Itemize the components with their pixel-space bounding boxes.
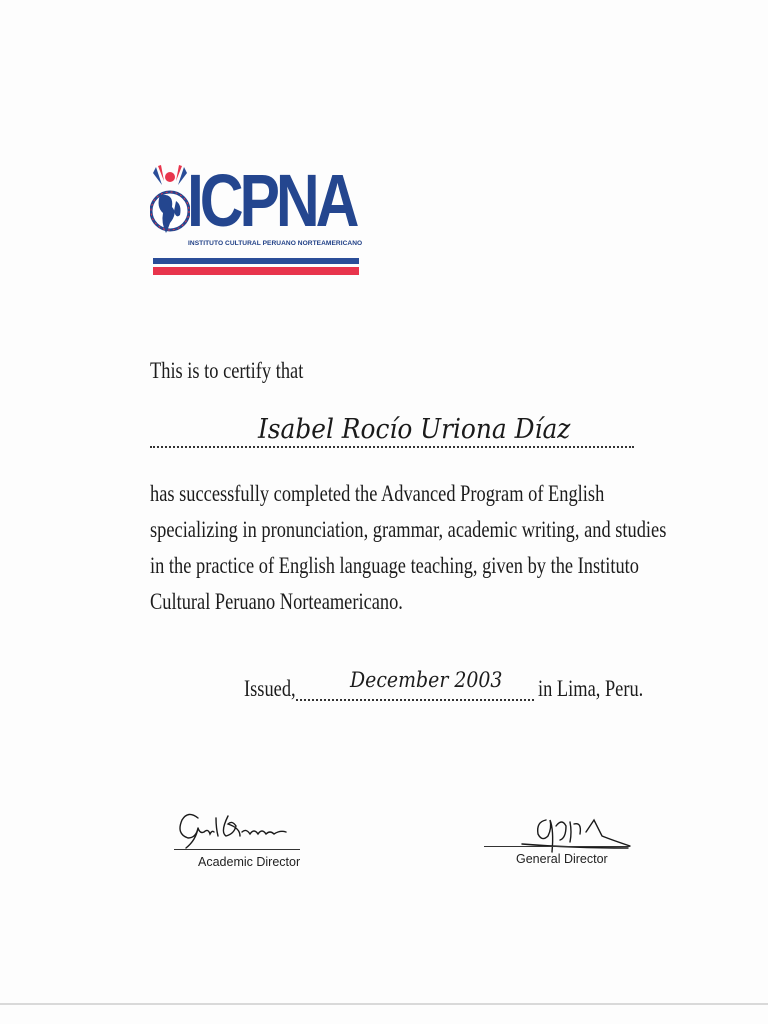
logo-subtitle: INSTITUTO CULTURAL PERUANO NORTEAMERICANO [188, 240, 363, 247]
name-dotted-line [150, 446, 634, 448]
issued-place: in Lima, Peru. [538, 676, 644, 701]
body-line: has successfully completed the Advanced Program of English [150, 481, 605, 506]
logo-blue-stripe [153, 258, 359, 264]
issued-label: Issued, [244, 676, 296, 701]
body-line: in the practice of English language teaching, given by the Instituto [150, 553, 639, 578]
general-director-label: General Director [516, 852, 608, 866]
icpna-logo [150, 159, 363, 279]
issued-date: December 2003 [350, 668, 503, 692]
academic-director-signature [170, 804, 310, 852]
certify-intro: This is to certify that [150, 358, 304, 383]
body-line: specializing in pronunciation, grammar, academic writing, and studies [150, 517, 667, 542]
certificate-body [150, 476, 750, 620]
general-signature-line [484, 846, 630, 847]
academic-director-label: Academic Director [198, 855, 301, 869]
globe-emblem-icon [150, 163, 190, 247]
recipient-name: Isabel Rocío Uriona Díaz [258, 414, 571, 445]
logo-wordmark: ICPNA [187, 159, 356, 242]
logo-red-stripe [153, 267, 359, 275]
page-edge [0, 1003, 768, 1005]
issued-dotted-line [296, 699, 534, 701]
body-line: Cultural Peruano Norteamericano. [150, 589, 403, 614]
academic-signature-line [174, 849, 300, 850]
